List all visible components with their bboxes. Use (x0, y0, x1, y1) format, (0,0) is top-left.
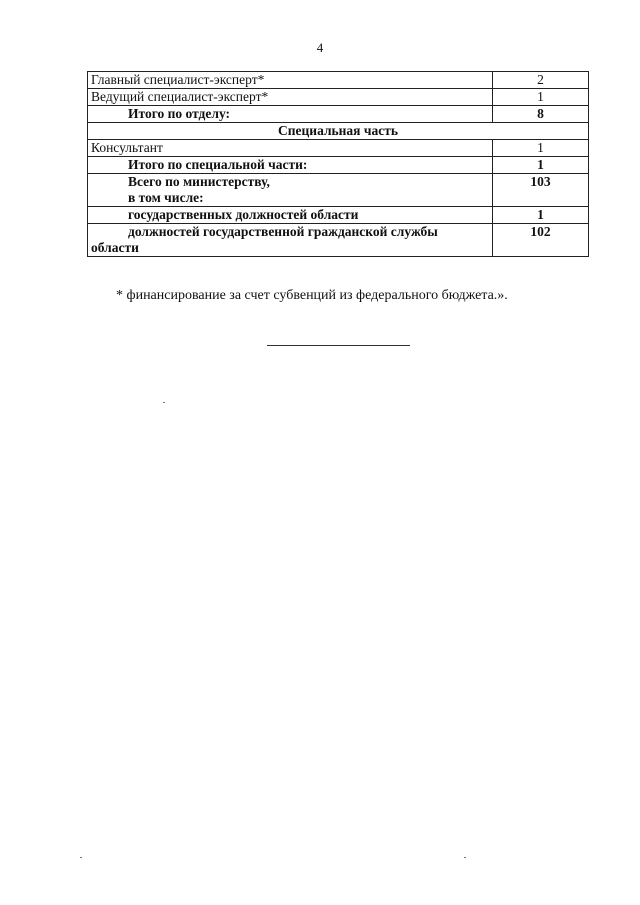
position-cell: Главный специалист-эксперт* (88, 72, 493, 89)
count-cell: 1 (493, 140, 589, 157)
scan-speck (80, 857, 82, 858)
count-cell: 1 (493, 207, 589, 224)
scan-speck (464, 857, 466, 858)
position-cell: Ведущий специалист-эксперт* (88, 89, 493, 106)
section-header-row (88, 123, 589, 140)
position-cell: должностей государственной гражданской службы области (88, 224, 493, 257)
table-row (88, 207, 589, 224)
count-cell: 1 (493, 157, 589, 174)
count-cell: 8 (493, 106, 589, 123)
position-cell: Итого по специальной части: (88, 157, 493, 174)
scan-speck (163, 402, 165, 403)
position-line-1: Всего по министерству, (128, 174, 270, 189)
table-row (88, 140, 589, 157)
position-cell: государственных должностей области (88, 207, 493, 224)
total-row (88, 174, 589, 207)
table-row (88, 72, 589, 89)
subtotal-row (88, 157, 589, 174)
position-cell: Консультант (88, 140, 493, 157)
count-cell: 2 (493, 72, 589, 89)
count-cell: 102 (493, 224, 589, 257)
position-cell: Итого по отделу: (88, 106, 493, 123)
position-cell (88, 174, 493, 207)
table-row (88, 89, 589, 106)
table-row (88, 224, 589, 257)
position-line-2: в том числе: (128, 190, 204, 205)
staff-table (87, 71, 589, 257)
page-number: 4 (316, 40, 324, 55)
count-cell: 103 (493, 174, 589, 207)
section-title: Специальная часть (88, 123, 589, 140)
count-cell: 1 (493, 89, 589, 106)
subtotal-row (88, 106, 589, 123)
separator-line (267, 345, 410, 346)
footnote: * финансирование за счет субвенций из федерального бюджета.». (116, 288, 508, 303)
